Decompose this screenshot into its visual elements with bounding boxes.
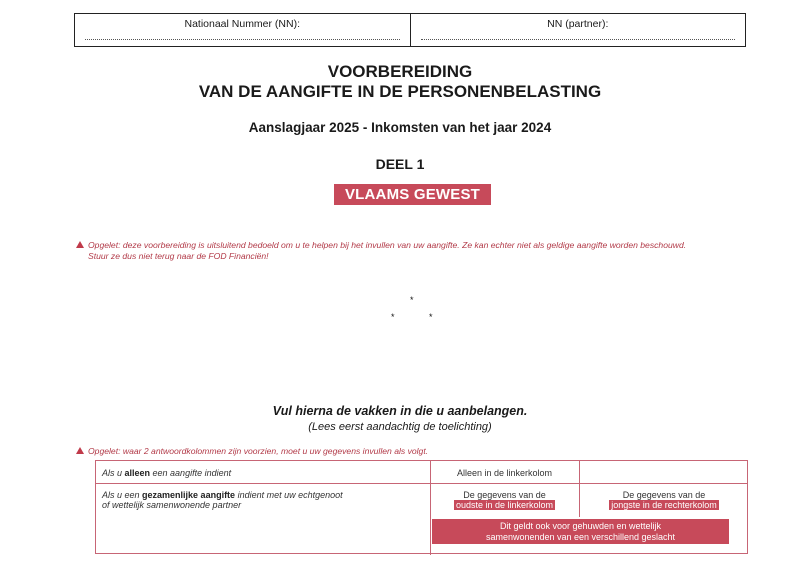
title-line-2: VAN DE AANGIFTE IN DE PERSONENBELASTING — [198, 82, 602, 101]
warning-line-2: Stuur ze dus niet terug naar de FOD Financiën! — [88, 251, 269, 261]
nn-partner-label: NN (partner): — [547, 18, 609, 30]
nn-dotted-line — [85, 39, 400, 40]
table-row-divider — [96, 483, 747, 484]
warning-preparation — [76, 240, 766, 262]
row-alone-label: Als u alleen een aangifte indient — [102, 468, 232, 478]
region-badge: VLAAMS GEWEST — [334, 184, 491, 205]
nn-partner-dotted-line — [421, 39, 736, 40]
warning-columns-text: Opgelet: waar 2 antwoordkolommen zijn voorzien, moet u uw gegevens invullen als volgt. — [88, 446, 429, 456]
title-line-1: VOORBEREIDING — [327, 62, 473, 81]
same-sex-note-band: Dit geldt ook voor gehuwden en wettelijk samenwonenden van een verschillend geslacht — [432, 519, 729, 544]
warning-line-1: Opgelet: deze voorbereiding is uitsluitend bedoeld om u te helpen bij het invullen van uw aangifte. Ze kan echter niet als geldige aangifte worden beschouwd. — [88, 240, 687, 250]
row-joint-label: Als u een gezamenlijke aangifte indient met uw echtgenoot of wettelijk samenwonende partner — [102, 490, 343, 510]
instructions-title: Vul hierna de vakken in die u aanbelangen. — [272, 404, 528, 418]
warning-triangle-icon — [76, 241, 84, 248]
assessment-year: Aanslagjaar 2025 - Inkomsten van het jaar 2024 — [248, 120, 552, 135]
nn-partner-field[interactable] — [410, 14, 746, 46]
asterisk-right: * — [429, 312, 433, 322]
nn-label: Nationaal Nummer (NN): — [184, 18, 301, 30]
right-column-rule: De gegevens van de jongste in de rechterkolom — [611, 490, 717, 510]
part-label: DEEL 1 — [375, 156, 425, 172]
asterisk-left: * — [391, 312, 395, 322]
left-column-rule: De gegevens van de oudste in de linkerkolom — [455, 490, 554, 510]
warning-columns — [76, 446, 766, 457]
instructions-subtitle: (Lees eerst aandachtig de toelichting) — [308, 421, 492, 433]
warning-triangle-icon — [76, 447, 84, 454]
national-number-box — [74, 13, 746, 47]
asterisk-top: * — [410, 295, 414, 305]
nn-field[interactable] — [75, 14, 410, 46]
columns-table — [95, 460, 748, 554]
row-alone-value: Alleen in de linkerkolom — [456, 468, 553, 478]
